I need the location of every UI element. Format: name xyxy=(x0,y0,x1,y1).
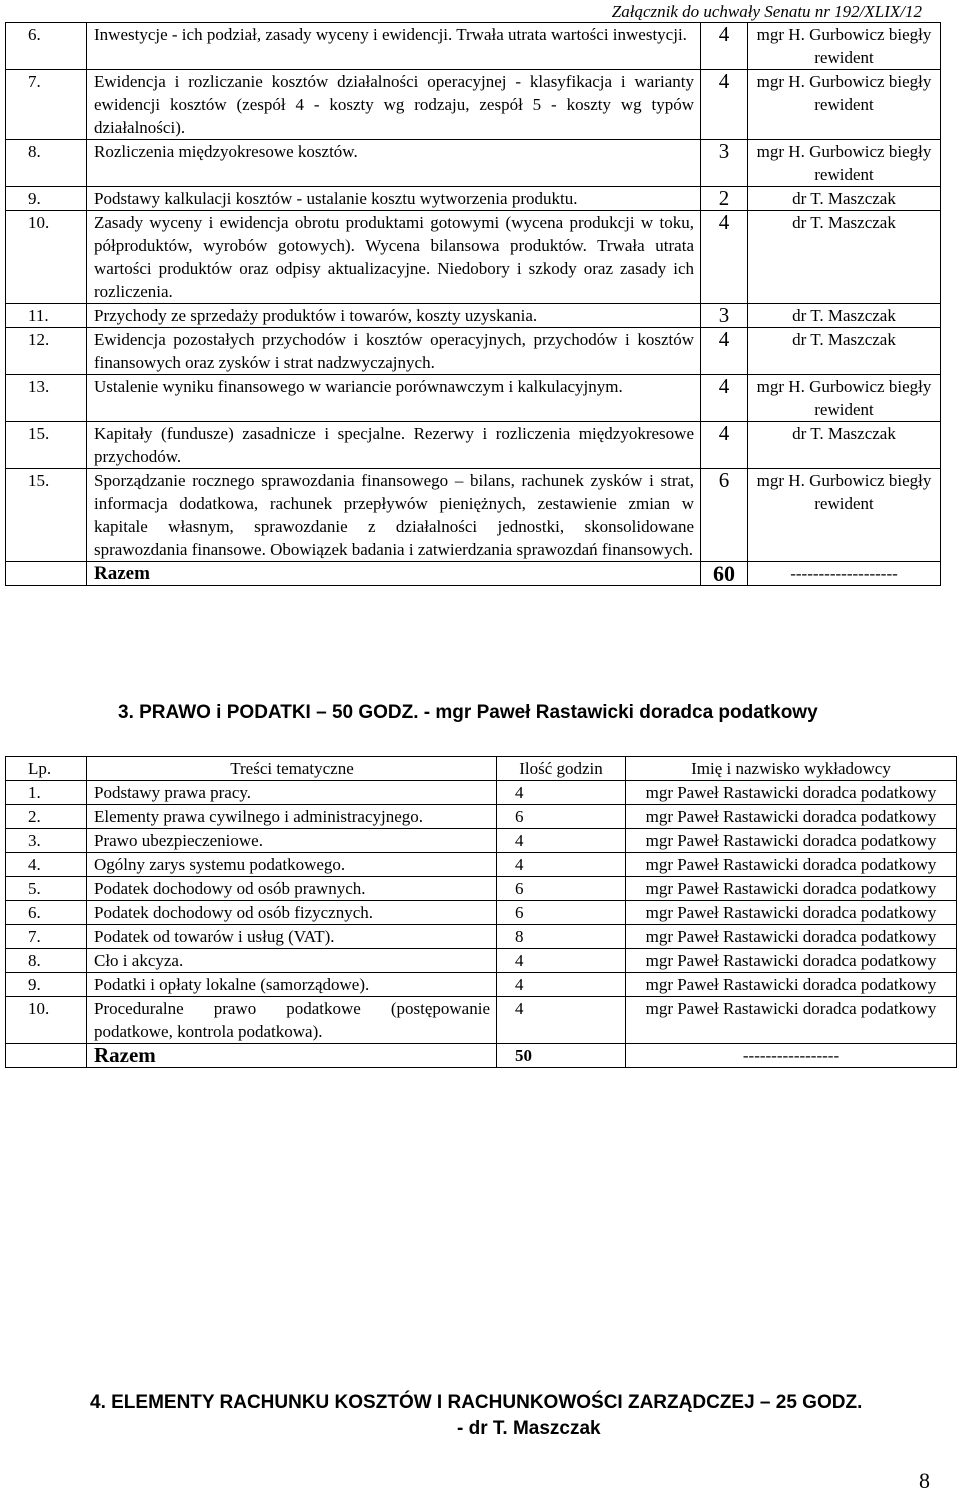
row-lecturer: mgr H. Gurbowicz biegły rewident xyxy=(748,375,941,422)
row-lecturer: mgr Paweł Rastawicki doradca podatkowy xyxy=(626,949,957,973)
table-row xyxy=(6,949,957,973)
row-number: 6. xyxy=(6,901,87,925)
table-row xyxy=(6,901,957,925)
row-number: 7. xyxy=(6,70,87,140)
row-number: 1. xyxy=(6,781,87,805)
row-hours: 4 xyxy=(497,973,626,997)
row-topic: Ogólny zarys systemu podatkowego. xyxy=(87,853,497,877)
total-hours: 50 xyxy=(497,1044,626,1068)
row-topic: Prawo ubezpieczeniowe. xyxy=(87,829,497,853)
row-topic: Podatek od towarów i usług (VAT). xyxy=(87,925,497,949)
row-hours: 8 xyxy=(497,925,626,949)
row-number: 8. xyxy=(6,949,87,973)
table-row xyxy=(6,187,941,211)
table-row xyxy=(6,853,957,877)
table-row xyxy=(6,829,957,853)
row-number: 2. xyxy=(6,805,87,829)
row-topic: Przychody ze sprzedaży produktów i towarów, koszty uzyskania. xyxy=(87,304,701,328)
row-hours: 4 xyxy=(701,375,748,422)
row-hours: 4 xyxy=(497,829,626,853)
row-hours: 4 xyxy=(701,328,748,375)
row-number: 4. xyxy=(6,853,87,877)
row-lecturer: mgr Paweł Rastawicki doradca podatkowy xyxy=(626,973,957,997)
row-topic: Elementy prawa cywilnego i administracyjnego. xyxy=(87,805,497,829)
row-number: 7. xyxy=(6,925,87,949)
table-row xyxy=(6,375,941,422)
table-row xyxy=(6,973,957,997)
total-row xyxy=(6,562,941,586)
section-4-title: 4. ELEMENTY RACHUNKU KOSZTÓW I RACHUNKOWOŚCI ZARZĄDCZEJ – 25 GODZ. xyxy=(90,1392,863,1413)
row-lecturer: mgr Paweł Rastawicki doradca podatkowy xyxy=(626,877,957,901)
row-topic: Podatki i opłaty lokalne (samorządowe). xyxy=(87,973,497,997)
total-empty xyxy=(6,562,87,586)
row-lecturer: dr T. Maszczak xyxy=(748,211,941,304)
total-hours: 60 xyxy=(701,562,748,586)
row-hours: 2 xyxy=(701,187,748,211)
row-lecturer: dr T. Maszczak xyxy=(748,422,941,469)
total-label: Razem xyxy=(87,1044,497,1068)
row-hours: 6 xyxy=(497,901,626,925)
row-number: 11. xyxy=(6,304,87,328)
row-hours: 6 xyxy=(701,469,748,562)
row-lecturer: mgr H. Gurbowicz biegły rewident xyxy=(748,140,941,187)
row-number: 12. xyxy=(6,328,87,375)
total-row xyxy=(6,1044,957,1068)
table-row xyxy=(6,304,941,328)
row-topic: Inwestycje - ich podział, zasady wyceny i ewidencji. Trwała utrata wartości inwestycji. xyxy=(87,23,701,70)
row-hours: 6 xyxy=(497,877,626,901)
row-number: 10. xyxy=(6,211,87,304)
header-topic: Treści tematyczne xyxy=(87,757,497,781)
total-lecturer: ------------------- xyxy=(748,562,941,586)
header-hours: Ilość godzin xyxy=(497,757,626,781)
row-topic: Zasady wyceny i ewidencja obrotu produktami gotowymi (wycena produkcji w toku, półproduktów, wyrobów gotowych). Wycena bilansowa produktów. Trwała utrata wartości produktów oraz odpisy aktualizacyjne. Niedobory i szkody oraz zasady ich rozliczenia. xyxy=(87,211,701,304)
row-hours: 4 xyxy=(701,422,748,469)
row-hours: 3 xyxy=(701,140,748,187)
row-topic: Podatek dochodowy od osób prawnych. xyxy=(87,877,497,901)
curriculum-table-accounting xyxy=(5,22,941,586)
row-lecturer: mgr Paweł Rastawicki doradca podatkowy xyxy=(626,781,957,805)
row-number: 13. xyxy=(6,375,87,422)
row-topic: Kapitały (fundusze) zasadnicze i specjalne. Rezerwy i rozliczenia międzyokresowe przychodów. xyxy=(87,422,701,469)
row-topic: Podatek dochodowy od osób fizycznych. xyxy=(87,901,497,925)
page-number: 8 xyxy=(919,1468,930,1493)
row-topic: Ewidencja pozostałych przychodów i kosztów operacyjnych, przychodów i kosztów finansowych oraz zysków i strat nadzwyczajnych. xyxy=(87,328,701,375)
table-row xyxy=(6,211,941,304)
row-hours: 4 xyxy=(497,853,626,877)
row-hours: 4 xyxy=(701,23,748,70)
table-row xyxy=(6,925,957,949)
row-lecturer: mgr Paweł Rastawicki doradca podatkowy xyxy=(626,805,957,829)
table-row xyxy=(6,422,941,469)
row-hours: 4 xyxy=(701,70,748,140)
row-number: 3. xyxy=(6,829,87,853)
row-number: 5. xyxy=(6,877,87,901)
row-topic: Ewidencja i rozliczanie kosztów działalności operacyjnej - klasyfikacja i warianty ewidencji kosztów (zespół 4 - koszty wg rodzaju, zespół 5 - koszty wg typów działalności). xyxy=(87,70,701,140)
curriculum-table-law-taxes xyxy=(5,756,957,1068)
row-topic: Proceduralne prawo podatkowe (postępowanie podatkowe, kontrola podatkowa). xyxy=(87,997,497,1044)
table-row xyxy=(6,469,941,562)
table-row xyxy=(6,997,957,1044)
row-lecturer: mgr H. Gurbowicz biegły rewident xyxy=(748,469,941,562)
row-number: 9. xyxy=(6,187,87,211)
row-number: 10. xyxy=(6,997,87,1044)
section-4-lecturer: - dr T. Maszczak xyxy=(457,1418,601,1439)
section-3-title: 3. PRAWO i PODATKI – 50 GODZ. - mgr Paweł Rastawicki doradca podatkowy xyxy=(118,702,818,723)
row-topic: Podstawy kalkulacji kosztów - ustalanie kosztu wytworzenia produktu. xyxy=(87,187,701,211)
table-row xyxy=(6,877,957,901)
total-empty xyxy=(6,1044,87,1068)
table-row xyxy=(6,781,957,805)
row-hours: 6 xyxy=(497,805,626,829)
table-row xyxy=(6,23,941,70)
row-lecturer: dr T. Maszczak xyxy=(748,328,941,375)
row-number: 15. xyxy=(6,422,87,469)
row-number: 15. xyxy=(6,469,87,562)
row-lecturer: mgr Paweł Rastawicki doradca podatkowy xyxy=(626,925,957,949)
row-number: 6. xyxy=(6,23,87,70)
row-number: 8. xyxy=(6,140,87,187)
table-row xyxy=(6,328,941,375)
row-hours: 3 xyxy=(701,304,748,328)
table-row xyxy=(6,70,941,140)
row-number: 9. xyxy=(6,973,87,997)
table-header-row xyxy=(6,757,957,781)
row-lecturer: mgr Paweł Rastawicki doradca podatkowy xyxy=(626,901,957,925)
row-lecturer: dr T. Maszczak xyxy=(748,304,941,328)
row-lecturer: mgr Paweł Rastawicki doradca podatkowy xyxy=(626,853,957,877)
row-lecturer: mgr Paweł Rastawicki doradca podatkowy xyxy=(626,997,957,1044)
row-lecturer: mgr H. Gurbowicz biegły rewident xyxy=(748,70,941,140)
table-row xyxy=(6,140,941,187)
row-topic: Ustalenie wyniku finansowego w wariancie porównawczym i kalkulacyjnym. xyxy=(87,375,701,422)
row-topic: Rozliczenia międzyokresowe kosztów. xyxy=(87,140,701,187)
row-hours: 4 xyxy=(497,949,626,973)
row-lecturer: mgr H. Gurbowicz biegły rewident xyxy=(748,23,941,70)
total-label: Razem xyxy=(87,562,701,586)
row-topic: Podstawy prawa pracy. xyxy=(87,781,497,805)
row-lecturer: dr T. Maszczak xyxy=(748,187,941,211)
header-lecturer: Imię i nazwisko wykładowcy xyxy=(626,757,957,781)
row-topic: Cło i akcyza. xyxy=(87,949,497,973)
row-hours: 4 xyxy=(497,997,626,1044)
row-hours: 4 xyxy=(497,781,626,805)
table-row xyxy=(6,805,957,829)
header-note: Załącznik do uchwały Senatu nr 192/XLIX/12 xyxy=(611,2,922,21)
header-lp: Lp. xyxy=(6,757,87,781)
row-topic: Sporządzanie rocznego sprawozdania finansowego – bilans, rachunek zysków i strat, informacja dodatkowa, rachunek przepływów pieniężnych, zestawienie zmian w kapitale własnym, sprawozdanie z działalności jednostki, skonsolidowane sprawozdania finansowe. Obowiązek badania i zatwierdzania sprawozdań finansowych. xyxy=(87,469,701,562)
total-lecturer: ----------------- xyxy=(626,1044,957,1068)
row-hours: 4 xyxy=(701,211,748,304)
row-lecturer: mgr Paweł Rastawicki doradca podatkowy xyxy=(626,829,957,853)
